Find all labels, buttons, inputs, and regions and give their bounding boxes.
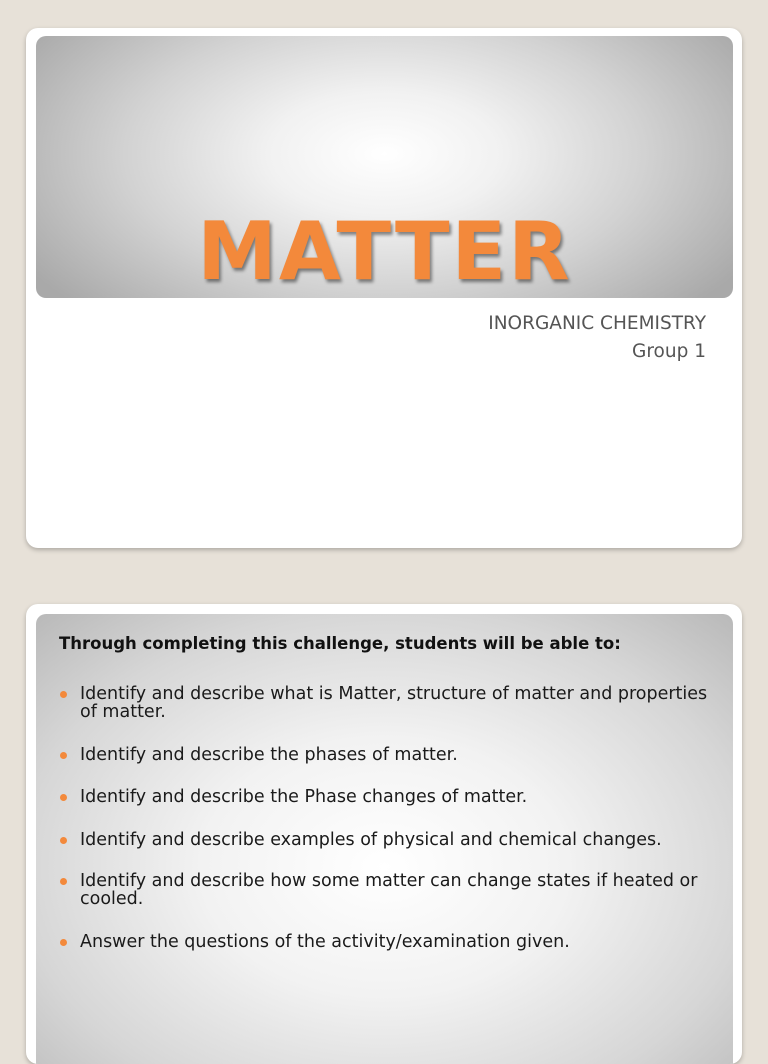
list-item-text: Identify and describe examples of physical and chemical changes. bbox=[80, 830, 662, 850]
bullet-dot-icon bbox=[60, 691, 67, 698]
slide-subtitle bbox=[488, 310, 706, 366]
slide-title: MATTER bbox=[197, 205, 572, 298]
objectives-panel bbox=[36, 614, 733, 1064]
objectives-slide bbox=[26, 604, 742, 1064]
objectives-heading: Through completing this challenge, students will be able to: bbox=[59, 634, 621, 653]
title-slide bbox=[26, 28, 742, 548]
list-item bbox=[80, 831, 720, 849]
list-item bbox=[80, 933, 720, 951]
subtitle-course: INORGANIC CHEMISTRY bbox=[488, 313, 706, 334]
list-item-text: Identify and describe how some matter can change states if heated or cooled. bbox=[80, 871, 698, 909]
list-item bbox=[80, 788, 720, 806]
bullet-dot-icon bbox=[60, 939, 67, 946]
bullet-dot-icon bbox=[60, 837, 67, 844]
list-item-text: Identify and describe the phases of matter. bbox=[80, 745, 458, 765]
bullet-dot-icon bbox=[60, 794, 67, 801]
subtitle-group: Group 1 bbox=[632, 341, 706, 362]
list-item bbox=[80, 872, 720, 908]
title-banner bbox=[36, 36, 733, 298]
list-item-text: Identify and describe what is Matter, structure of matter and properties of matter. bbox=[80, 684, 708, 722]
list-item bbox=[80, 746, 720, 764]
bullet-dot-icon bbox=[60, 878, 67, 885]
list-item-text: Identify and describe the Phase changes of matter. bbox=[80, 787, 528, 807]
list-item-text: Answer the questions of the activity/examination given. bbox=[80, 932, 570, 952]
list-item bbox=[80, 685, 720, 721]
bullet-dot-icon bbox=[60, 752, 67, 759]
